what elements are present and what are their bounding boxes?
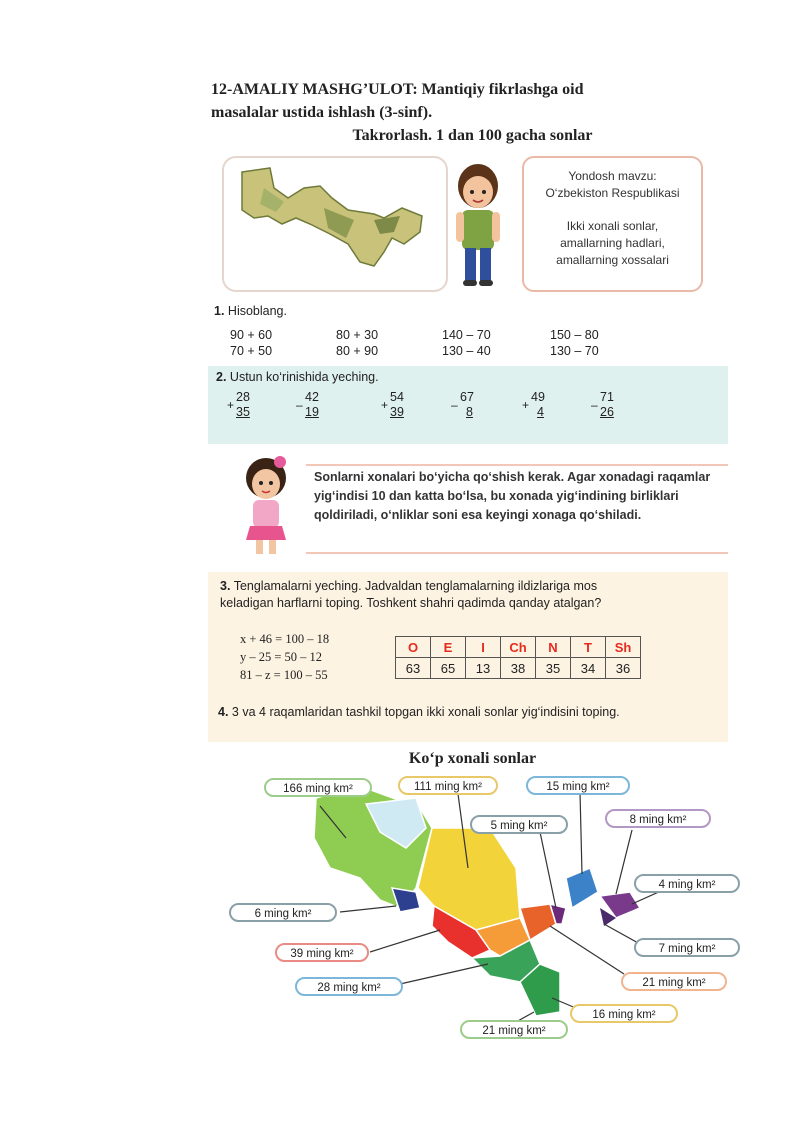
- exercise-3: [208, 572, 728, 742]
- area-label: 6 ming km²: [229, 903, 337, 922]
- page-title: [211, 78, 681, 124]
- title-line-1: 12-AMALIY MASHG’ULOT: Mantiqiy fikrlashga oid: [211, 81, 584, 98]
- table-cell: 13: [466, 658, 501, 679]
- equation-list: [240, 630, 329, 684]
- exercise-2-number: 2.: [216, 370, 227, 384]
- area-label: 39 ming km²: [275, 943, 369, 962]
- topic-line-5: amallarning xossalari: [556, 253, 669, 267]
- topic-line-3: Ikki xonali sonlar,: [566, 219, 659, 233]
- operand-top: 28: [236, 390, 250, 404]
- exercise-1: [208, 298, 728, 366]
- divider: [306, 464, 728, 466]
- exercise-1-title: Hisoblang.: [227, 304, 287, 318]
- table-cell: 38: [501, 658, 536, 679]
- table-cell: 63: [396, 658, 431, 679]
- column-problem: [381, 390, 430, 420]
- area-label: 15 ming km²: [526, 776, 630, 795]
- expression-1: 90 + 60: [230, 328, 273, 342]
- table-cell: 35: [536, 658, 571, 679]
- operator: –: [451, 398, 458, 412]
- boy-illustration: [448, 160, 508, 288]
- operator: +: [381, 398, 389, 412]
- equation-1: x + 46 = 100 – 18: [240, 632, 330, 646]
- table-cell: T: [571, 637, 606, 658]
- column-problem: [227, 390, 276, 420]
- table-cell: I: [466, 637, 501, 658]
- operator: –: [296, 398, 303, 412]
- expression-5: 70 + 50: [230, 344, 273, 358]
- topic-line-4: amallarning hadlari,: [560, 236, 665, 250]
- area-label: 5 ming km²: [470, 815, 568, 834]
- operand-top: 67: [460, 390, 474, 404]
- expression-2: 80 + 30: [336, 328, 379, 342]
- topic-line-1: Yondosh mavzu:: [568, 169, 657, 183]
- exercise-4-text: 3 va 4 raqamlaridan tashkil topgan ikki xonali sonlar yig‘indisini toping.: [231, 705, 620, 719]
- related-topic-box: [522, 156, 703, 292]
- map-title: Ko‘p xonali sonlar: [408, 750, 537, 767]
- table-cell: O: [396, 637, 431, 658]
- exercise-3-number: 3.: [220, 579, 231, 593]
- operand-bottom: 8: [466, 405, 473, 419]
- operand-bottom: 19: [305, 405, 319, 419]
- equation-3: 81 – z = 100 – 55: [240, 668, 328, 682]
- area-label: 111 ming km²: [398, 776, 498, 795]
- column-problem: [591, 390, 640, 420]
- operand-top: 49: [531, 390, 545, 404]
- exercise-3-text: Tenglamalarni yeching. Jadvaldan tenglamalarning ildizlariga mos keladigan harflarni toping. Toshkent shahri qadimda qanday atalgan?: [220, 579, 602, 610]
- table-cell: Sh: [606, 637, 641, 658]
- equation-2: y – 25 = 50 – 12: [240, 650, 323, 664]
- column-problem: [522, 390, 571, 420]
- expression-3: 140 – 70: [442, 328, 491, 342]
- exercise-2-title: Ustun ko‘rinishida yeching.: [229, 370, 379, 384]
- operator: +: [522, 398, 530, 412]
- exercise-1-number: 1.: [214, 304, 225, 318]
- area-label: 28 ming km²: [295, 977, 403, 996]
- table-cell: 36: [606, 658, 641, 679]
- operator: +: [227, 398, 235, 412]
- lesson-subtitle: Takrorlash. 1 dan 100 gacha sonlar: [352, 127, 593, 144]
- operand-bottom: 39: [390, 405, 404, 419]
- exercise-2: [208, 366, 728, 444]
- girl-illustration: [236, 454, 296, 556]
- operand-bottom: 26: [600, 405, 614, 419]
- uzbekistan-map-card: [222, 156, 448, 292]
- rule-text: Sonlarni xonalari bo‘yicha qo‘shish kerak. Agar xonadagi raqamlar yig‘indisi 10 dan katta bo‘lsa, bu xonada yig‘indining birliklari qoldiriladi, o‘nliklar soni esa keyingi xonaga qo‘shiladi.: [314, 470, 711, 522]
- operand-bottom: 35: [236, 405, 250, 419]
- expression-6: 80 + 90: [336, 344, 379, 358]
- topic-line-2: O‘zbekiston Respublikasi: [545, 186, 680, 200]
- area-label: 21 ming km²: [621, 972, 727, 991]
- operand-top: 54: [390, 390, 404, 404]
- operand-top: 71: [600, 390, 614, 404]
- exercise-4-number: 4.: [218, 705, 229, 719]
- expression-8: 130 – 70: [550, 344, 599, 358]
- table-cell: 65: [431, 658, 466, 679]
- area-label: 166 ming km²: [264, 778, 372, 797]
- divider: [306, 552, 728, 554]
- operator: –: [591, 398, 598, 412]
- area-label: 8 ming km²: [605, 809, 711, 828]
- table-cell: N: [536, 637, 571, 658]
- column-problem: [451, 390, 500, 420]
- operand-top: 42: [305, 390, 319, 404]
- expression-4: 150 – 80: [550, 328, 599, 342]
- exercise-4: [218, 704, 658, 721]
- table-cell: Ch: [501, 637, 536, 658]
- area-label: 16 ming km²: [570, 1004, 678, 1023]
- letter-number-table: [395, 636, 641, 679]
- operand-bottom: 4: [537, 405, 544, 419]
- table-cell: E: [431, 637, 466, 658]
- rule-box: [208, 454, 728, 556]
- table-cell: 34: [571, 658, 606, 679]
- column-problem: [296, 390, 345, 420]
- region-khorezm: [392, 888, 420, 912]
- area-label: 7 ming km²: [634, 938, 740, 957]
- area-label: 4 ming km²: [634, 874, 740, 893]
- title-line-2: masalalar ustida ishlash (3-sinf).: [211, 104, 433, 121]
- area-label: 21 ming km²: [460, 1020, 568, 1039]
- uzbekistan-map-image: [224, 158, 446, 290]
- expression-7: 130 – 40: [442, 344, 491, 358]
